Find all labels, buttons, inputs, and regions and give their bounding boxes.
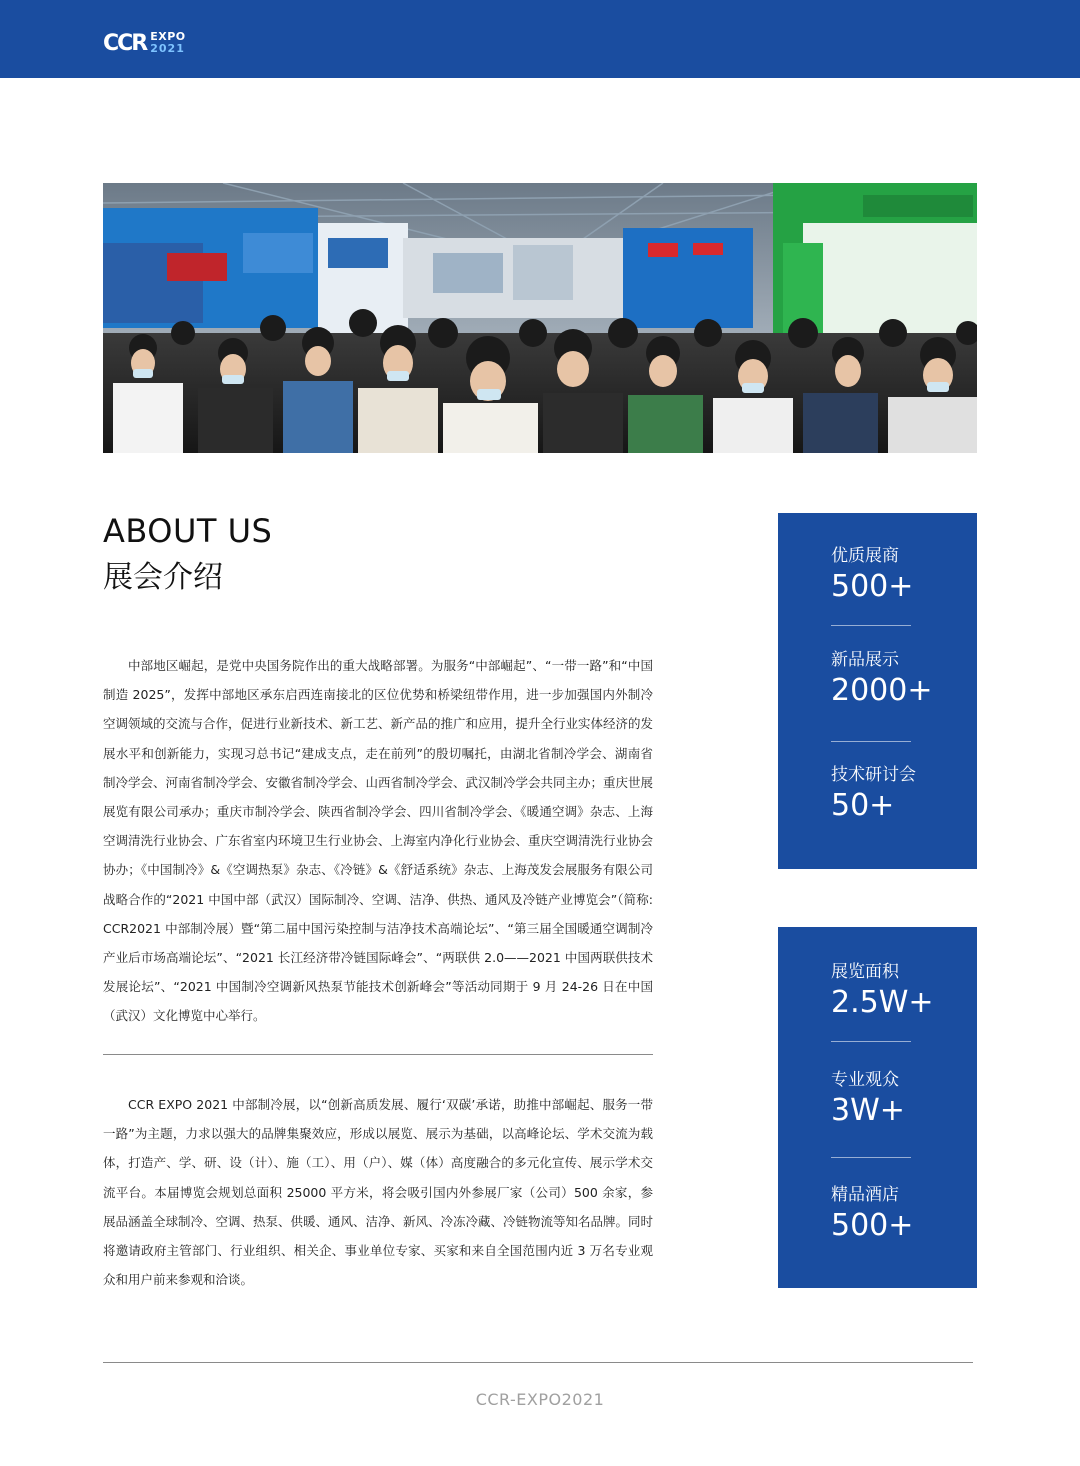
logo-expo: EXPO [150, 30, 186, 43]
stat-exhibitors [831, 545, 913, 605]
stats-panel-2 [778, 927, 977, 1288]
stat-value: 50+ [831, 788, 895, 823]
stat-value: 3W+ [831, 1093, 905, 1128]
stats-panel-1 [778, 513, 977, 869]
footer-text: CCR-EXPO2021 [475, 1390, 605, 1409]
stat-label: 优质展商 [831, 546, 899, 566]
logo-text [150, 31, 185, 55]
stat-label: 专业观众 [831, 1070, 899, 1090]
stat-label: 新品展示 [831, 650, 899, 670]
page-header [0, 0, 1080, 78]
about-title-en: ABOUT US [103, 512, 273, 550]
stat-hotels [831, 1184, 913, 1244]
stat-visitors [831, 1069, 905, 1129]
stat-value: 2000+ [831, 673, 933, 708]
ccr-expo-logo [103, 28, 186, 58]
stat-separator [831, 741, 911, 742]
stat-exhibit-area [831, 961, 934, 1021]
stat-label: 展览面积 [831, 962, 899, 982]
logo-year: 2021 [150, 42, 185, 55]
stat-new-products [831, 649, 932, 709]
stat-separator [831, 625, 911, 626]
footer-divider [103, 1362, 973, 1363]
stat-separator [831, 1041, 911, 1042]
stat-value: 2.5W+ [831, 985, 934, 1020]
stat-separator [831, 1157, 911, 1158]
section-divider [103, 1054, 653, 1055]
stat-label: 技术研讨会 [831, 765, 916, 785]
stat-value: 500+ [831, 1208, 914, 1243]
intro-paragraph-1: 中部地区崛起，是党中央国务院作出的重大战略部署。为服务“中部崛起”、“一带一路”和“中国制造 2025”，发挥中部地区承东启西连南接北的区位优势和桥梁纽带作用，进一步加强国内外制冷空调领域的交流与合作，促进行业新技术、新工艺、新产品的推广和应用，提升全行业实体经济的发展水平和创新能力，实现习总书记“建成支点，走在前列”的殷切嘱托，由湖北省制冷学会、湖南省制冷学会、河南省制冷学会、安徽省制冷学会、山西省制冷学会、武汉制冷学会共同主办；重庆世展展览有限公司承办；重庆市制冷学会、陕西省制冷学会、四川省制冷学会、《暖通空调》杂志、上海空调清洗行业协会、广东省室内环境卫生行业协会、上海室内净化行业协会、重庆空调清洗行业协会协办；《中国制冷》&《空调热泵》杂志、《冷链》&《舒适系统》杂志、上海茂发会展服务有限公司战略合作的“2021 中国中部（武汉）国际制冷、空调、洁净、供热、通风及冷链产业博览会”（简称: CCR2021 中部制冷展）暨“第二届中国污染控制与洁净技术高端论坛”、“第三届全国暖通空调制冷产业后市场高端论坛”、“2021 长江经济带冷链国际峰会”、“两联供 2.0——2021 中国两联供技术发展论坛”、“2021 中国制冷空调新风热泵节能技术创新峰会”等活动同期于 9 月 24-26 日在中国（武汉）文化博览中心举行。 [103, 658, 654, 1024]
about-title-cn: 展会介绍 [103, 560, 223, 595]
exhibition-crowd-photo [103, 183, 977, 453]
stat-seminars [831, 764, 916, 824]
intro-paragraph-2: CCR EXPO 2021 中部制冷展，以“创新高质发展、履行‘双碳’承诺，助推中部崛起、服务一带一路”为主题，力求以强大的品牌集聚效应，形成以展览、展示为基础，以高峰论坛、学术交流为载体，打造产、学、研、设（计）、施（工）、用（户）、媒（体）高度融合的多元化宣传、展示学术交流平台。本届博览会规划总面积 25000 平方米，将会吸引国内外参展厂家（公司）500 余家，参展品涵盖全球制冷、空调、热泵、供暖、通风、洁净、新风、冷冻冷藏、冷链物流等知名品牌。同时将邀请政府主管部门、行业组织、相关企、事业单位专家、买家和来自全国范围内近 3 万名专业观众和用户前来参观和洽谈。 [103, 1097, 654, 1288]
stat-label: 精品酒店 [831, 1185, 899, 1205]
stat-value: 500+ [831, 569, 914, 604]
logo-mark: CCR [103, 30, 147, 56]
